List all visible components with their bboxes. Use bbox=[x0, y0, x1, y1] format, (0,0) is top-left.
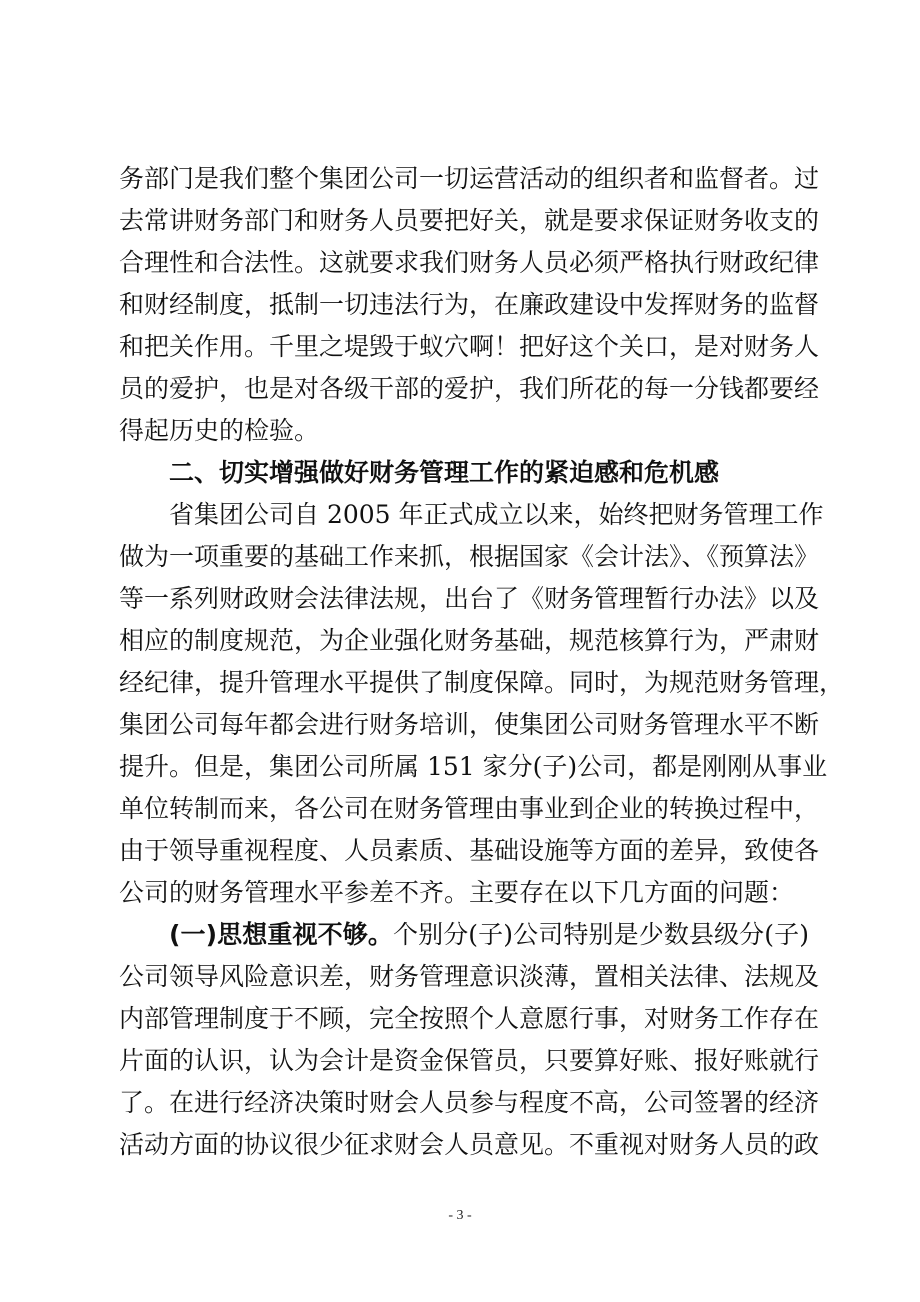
body-text-line: 提升。但是，集团公司所属 151 家分(子)公司，都是刚刚从事业 bbox=[119, 752, 828, 781]
body-text-span: 个别分(子)公司特别是少数县级分(子) bbox=[392, 920, 809, 949]
body-text-line: 得起历史的检验。 bbox=[119, 416, 320, 445]
body-text-line: 活动方面的协议很少征求财会人员意见。不重视对财务人员的政 bbox=[119, 1130, 820, 1159]
body-text-line: 和把关作用。千里之堤毁于蚁穴啊！把好这个关口，是对财务人 bbox=[119, 332, 820, 361]
body-text-line: 合理性和合法性。这就要求我们财务人员必须严格执行财政纪律 bbox=[119, 248, 820, 277]
page-number: - 3 - bbox=[448, 1208, 472, 1223]
section-heading: 二、切实增强做好财务管理工作的紧迫感和危机感 bbox=[169, 458, 720, 487]
body-text-line: 员的爱护，也是对各级干部的爱护，我们所花的每一分钱都要经 bbox=[119, 374, 820, 403]
body-text-line: 省集团公司自 2005 年正式成立以来，始终把财务管理工作 bbox=[169, 500, 824, 529]
body-text-line: 集团公司每年都会进行财务培训，使集团公司财务管理水平不断 bbox=[119, 710, 820, 739]
body-text-line: 等一系列财政财会法律法规，出台了《财务管理暂行办法》以及 bbox=[119, 584, 820, 613]
body-text-line: 和财经制度，抵制一切违法行为，在廉政建设中发挥财务的监督 bbox=[119, 290, 820, 319]
body-text-line: 内部管理制度于不顾，完全按照个人意愿行事，对财务工作存在 bbox=[119, 1004, 820, 1033]
body-text-line: 做为一项重要的基础工作来抓，根据国家《会计法》、《预算法》 bbox=[119, 542, 820, 571]
body-text-line: 了。在进行经济决策时财会人员参与程度不高，公司签署的经济 bbox=[119, 1088, 820, 1117]
body-text-line: 由于领导重视程度、人员素质、基础设施等方面的差异，致使各 bbox=[119, 836, 820, 865]
body-text-line: 经纪律，提升管理水平提供了制度保障。同时，为规范财务管理， bbox=[119, 668, 845, 697]
body-text-line: 去常讲财务部门和财务人员要把好关，就是要求保证财务收支的 bbox=[119, 206, 820, 235]
body-text-line: 公司的财务管理水平参差不齐。主要存在以下几方面的问题： bbox=[119, 878, 795, 907]
body-text-line: 单位转制而来，各公司在财务管理由事业到企业的转换过程中， bbox=[119, 794, 820, 823]
body-text-line bbox=[169, 915, 809, 955]
subsection-lead: (一)思想重视不够。 bbox=[169, 920, 393, 949]
body-text-line: 相应的制度规范，为企业强化财务基础，规范核算行为，严肃财 bbox=[119, 626, 820, 655]
body-text-line: 公司领导风险意识差，财务管理意识淡薄，置相关法律、法规及 bbox=[119, 962, 820, 991]
body-text-line: 片面的认识，认为会计是资金保管员，只要算好账、报好账就行 bbox=[119, 1046, 820, 1075]
body-text-line: 务部门是我们整个集团公司一切运营活动的组织者和监督者。过 bbox=[119, 164, 820, 193]
